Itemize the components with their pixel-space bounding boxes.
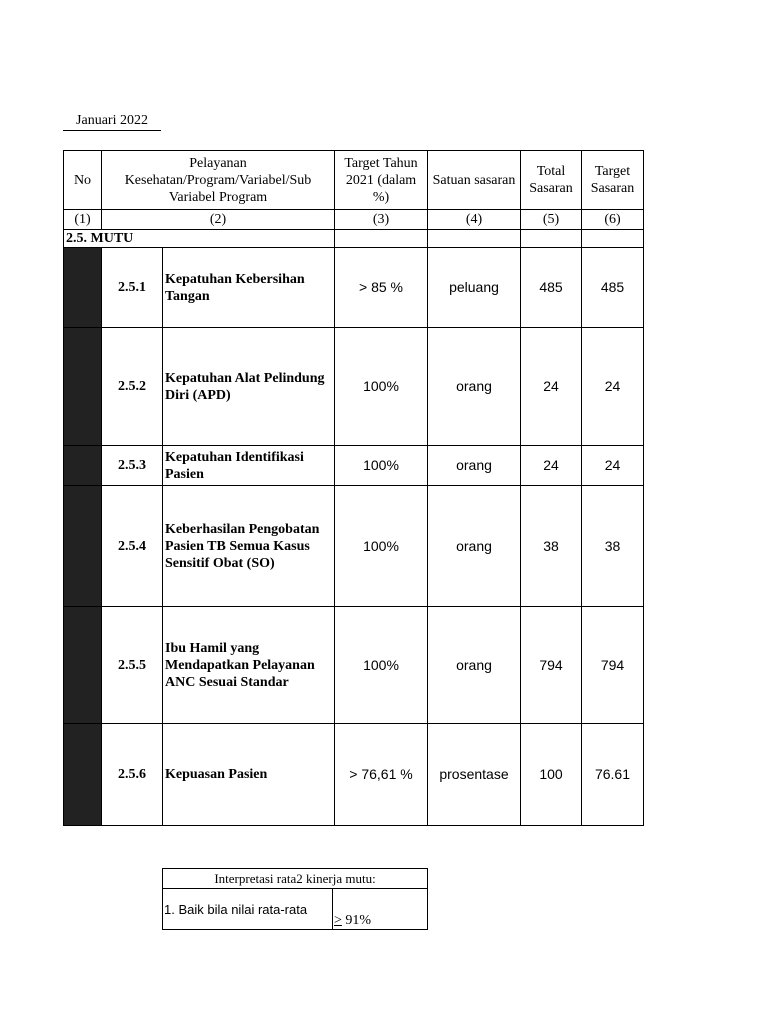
greater-equal-symbol: > — [334, 913, 342, 928]
header-target-year: Target Tahun 2021 (dalam %) — [335, 151, 428, 210]
indicator-code: 2.5.1 — [102, 248, 163, 328]
header-total: Total Sasaran — [521, 151, 582, 210]
section-label: 2.5. MUTU — [64, 230, 335, 248]
indicator-name: Kepatuhan Alat Pelindung Diri (APD) — [163, 328, 335, 446]
column-number: (4) — [428, 210, 521, 230]
indicator-name: Keberhasilan Pengobatan Pasien TB Semua Kasus Sensitif Obat (SO) — [163, 486, 335, 607]
target-value: 24 — [582, 446, 644, 486]
row-marker — [64, 248, 102, 328]
report-date: Januari 2022 — [63, 113, 161, 131]
interpretation-table — [162, 868, 428, 930]
target-unit: orang — [428, 328, 521, 446]
target-value: 24 — [582, 328, 644, 446]
indicator-name: Kepatuhan Identifikasi Pasien — [163, 446, 335, 486]
total-target: 100 — [521, 724, 582, 826]
column-number-row — [64, 210, 644, 230]
indicator-code: 2.5.5 — [102, 607, 163, 724]
column-number: (1) — [64, 210, 102, 230]
header-target: Target Sasaran — [582, 151, 644, 210]
table-row — [64, 328, 644, 446]
header-program: Pelayanan Kesehatan/Program/Variabel/Sub Variabel Program — [102, 151, 335, 210]
section-row — [64, 230, 644, 248]
header-unit: Satuan sasaran — [428, 151, 521, 210]
target-percent: > 76,61 % — [335, 724, 428, 826]
indicator-code: 2.5.2 — [102, 328, 163, 446]
target-value: 76.61 — [582, 724, 644, 826]
table-row — [64, 724, 644, 826]
total-target: 485 — [521, 248, 582, 328]
column-number: (2) — [102, 210, 335, 230]
total-target: 24 — [521, 446, 582, 486]
row-marker — [64, 486, 102, 607]
column-number: (3) — [335, 210, 428, 230]
target-unit: orang — [428, 486, 521, 607]
interpretation-label: 1. Baik bila nilai rata-rata — [163, 889, 333, 930]
indicator-name: Kepatuhan Kebersihan Tangan — [163, 248, 335, 328]
target-unit: orang — [428, 607, 521, 724]
table-row — [64, 607, 644, 724]
target-value: 38 — [582, 486, 644, 607]
threshold-value: 91% — [341, 913, 372, 928]
indicator-code: 2.5.4 — [102, 486, 163, 607]
target-percent: 100% — [335, 446, 428, 486]
quality-indicator-table — [63, 150, 644, 826]
row-marker — [64, 607, 102, 724]
target-percent: 100% — [335, 607, 428, 724]
interpretation-value — [333, 889, 428, 930]
target-unit: prosentase — [428, 724, 521, 826]
total-target: 24 — [521, 328, 582, 446]
header-row — [64, 151, 644, 210]
column-number: (6) — [582, 210, 644, 230]
indicator-name: Kepuasan Pasien — [163, 724, 335, 826]
indicator-code: 2.5.3 — [102, 446, 163, 486]
total-target: 794 — [521, 607, 582, 724]
row-marker — [64, 328, 102, 446]
indicator-name: Ibu Hamil yang Mendapatkan Pelayanan ANC Sesuai Standar — [163, 607, 335, 724]
table-row — [64, 446, 644, 486]
target-unit: peluang — [428, 248, 521, 328]
target-unit: orang — [428, 446, 521, 486]
header-no: No — [64, 151, 102, 210]
target-percent: 100% — [335, 486, 428, 607]
target-value: 485 — [582, 248, 644, 328]
row-marker — [64, 446, 102, 486]
interpretation-title: Interpretasi rata2 kinerja mutu: — [163, 869, 428, 889]
target-percent: > 85 % — [335, 248, 428, 328]
table-row — [64, 486, 644, 607]
target-value: 794 — [582, 607, 644, 724]
total-target: 38 — [521, 486, 582, 607]
table-row — [64, 248, 644, 328]
column-number: (5) — [521, 210, 582, 230]
row-marker — [64, 724, 102, 826]
target-percent: 100% — [335, 328, 428, 446]
indicator-code: 2.5.6 — [102, 724, 163, 826]
